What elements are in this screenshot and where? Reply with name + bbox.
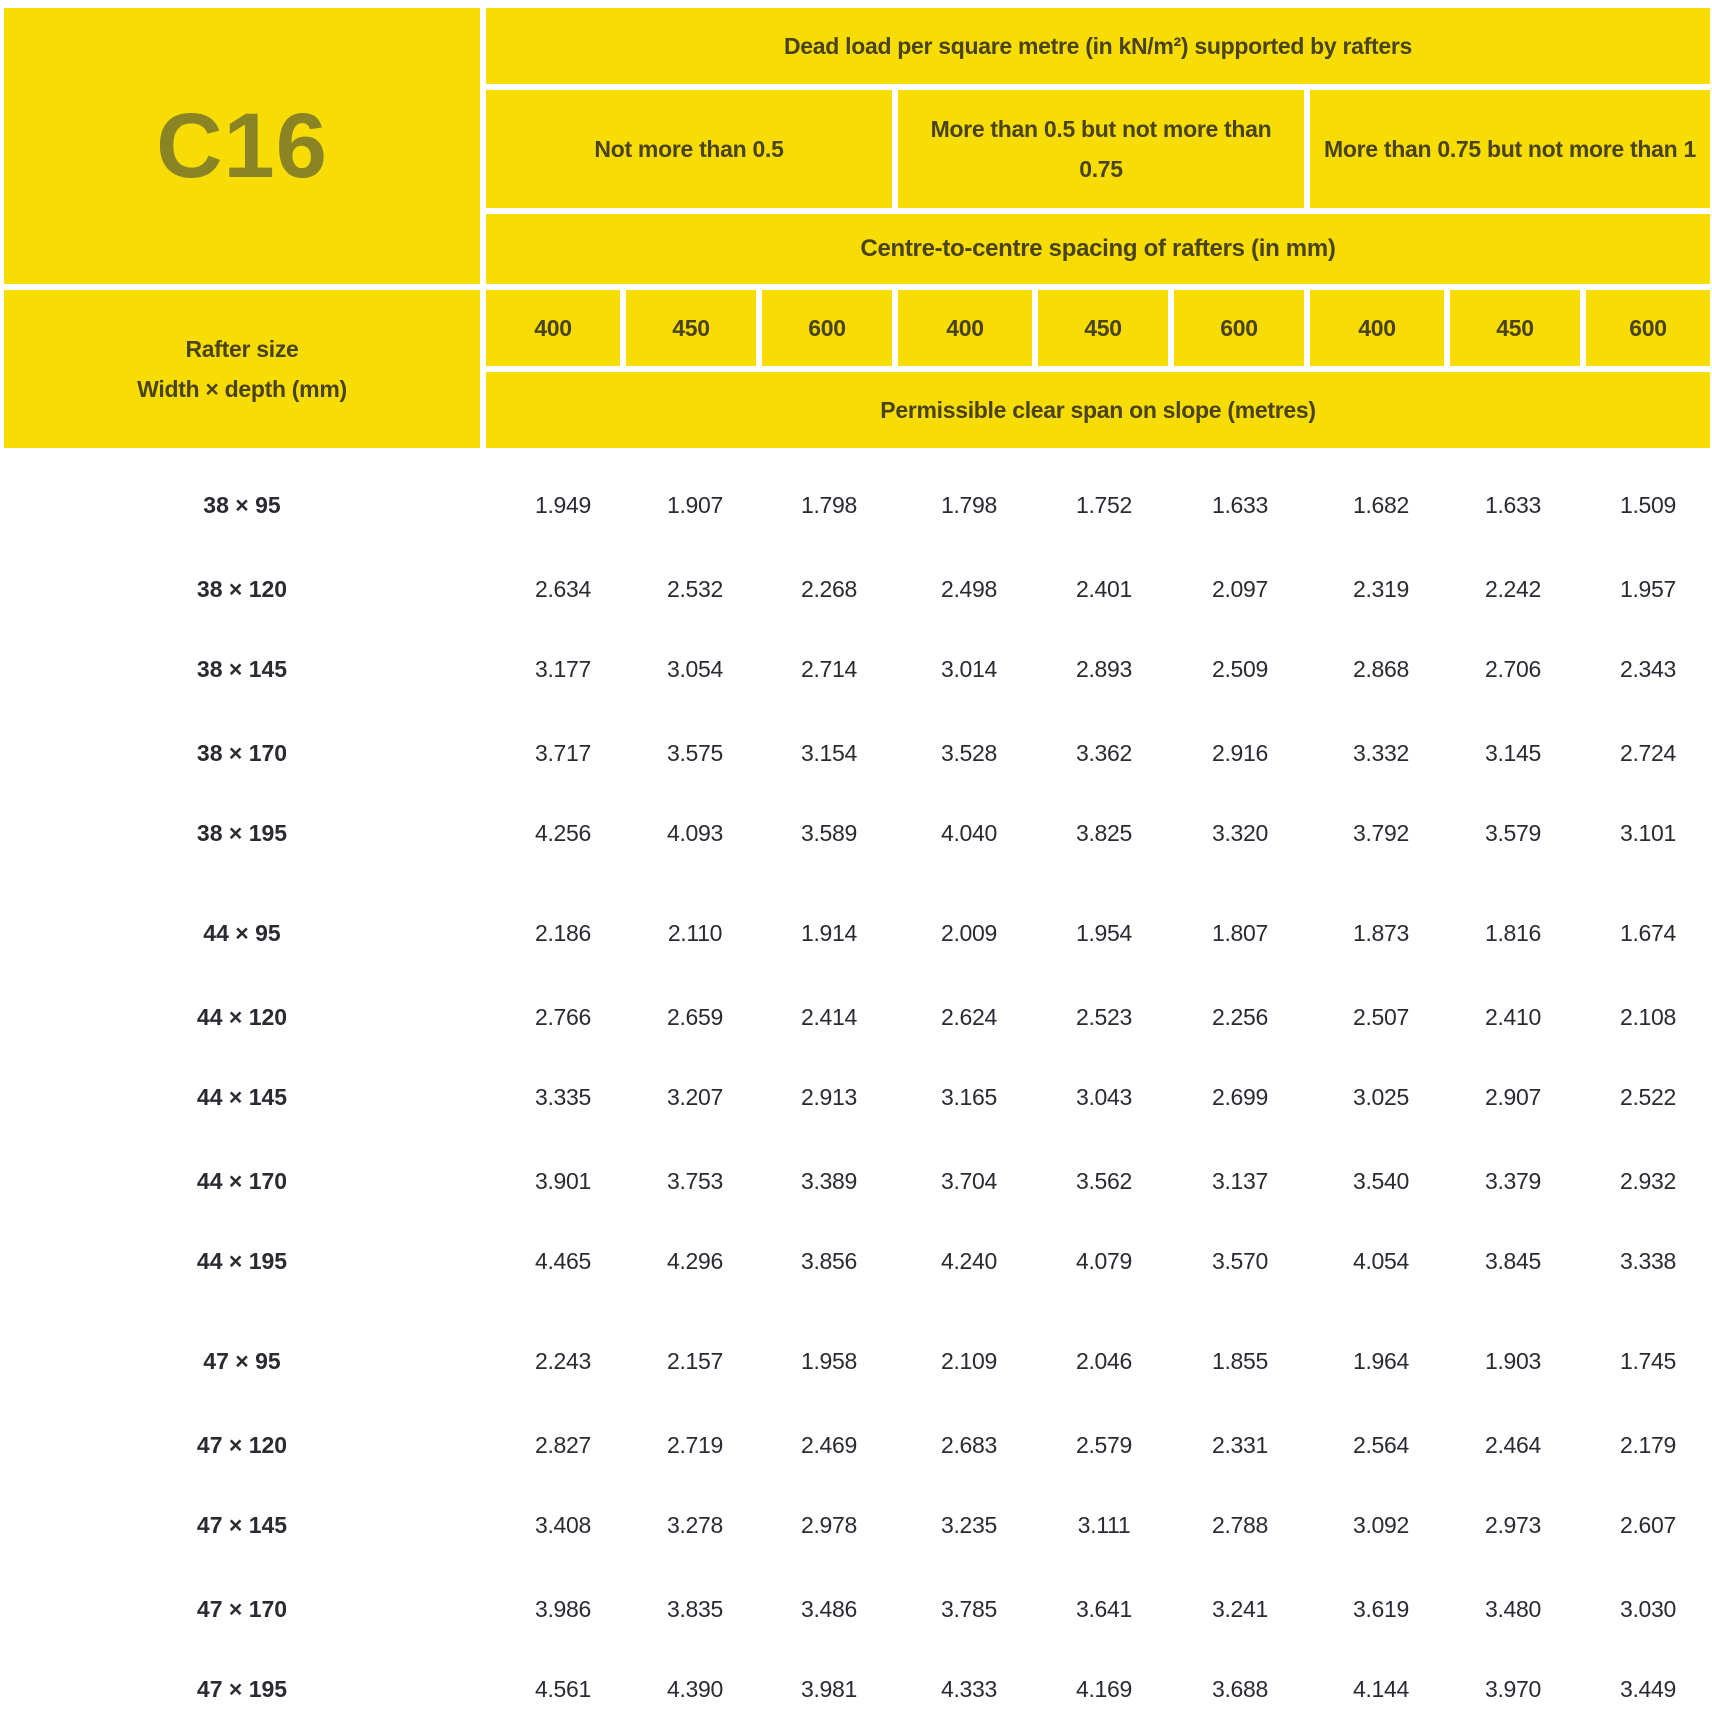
rafter-size: 47 × 145 bbox=[196, 1512, 288, 1538]
span-value: 3.753 bbox=[666, 1168, 724, 1194]
spacing-600-b: 600 bbox=[1174, 290, 1304, 366]
span-value: 3.379 bbox=[1484, 1168, 1542, 1194]
span-value: 3.165 bbox=[940, 1084, 998, 1110]
span-value: 2.579 bbox=[1075, 1432, 1133, 1458]
span-value: 1.903 bbox=[1484, 1348, 1542, 1374]
span-value: 2.401 bbox=[1075, 576, 1133, 602]
rafter-size: 47 × 170 bbox=[196, 1596, 288, 1622]
span-value: 3.856 bbox=[800, 1248, 858, 1274]
span-value: 1.798 bbox=[940, 492, 998, 518]
spacing-450-b: 450 bbox=[1038, 290, 1168, 366]
span-value: 3.389 bbox=[800, 1168, 858, 1194]
span-value: 2.110 bbox=[667, 920, 723, 946]
span-value: 2.683 bbox=[940, 1432, 998, 1458]
span-value: 2.659 bbox=[666, 1004, 724, 1030]
dead-load-title: Dead load per square metre (in kN/m²) supported by rafters bbox=[486, 8, 1710, 84]
span-value: 2.893 bbox=[1075, 656, 1133, 682]
spacing-400-a: 400 bbox=[486, 290, 620, 366]
span-value: 2.242 bbox=[1484, 576, 1542, 602]
rafter-span-table bbox=[4, 8, 1710, 1718]
span-value: 3.562 bbox=[1075, 1168, 1133, 1194]
span-value: 3.579 bbox=[1484, 820, 1542, 846]
span-value: 1.964 bbox=[1352, 1348, 1410, 1374]
span-value: 2.186 bbox=[534, 920, 592, 946]
span-value: 2.564 bbox=[1352, 1432, 1410, 1458]
rafter-size: 44 × 120 bbox=[196, 1004, 288, 1030]
rafter-size: 44 × 170 bbox=[196, 1168, 288, 1194]
span-value: 1.798 bbox=[800, 492, 858, 518]
span-value: 1.954 bbox=[1075, 920, 1133, 946]
span-value: 1.873 bbox=[1352, 920, 1410, 946]
span-value: 2.788 bbox=[1211, 1512, 1269, 1538]
span-value: 3.981 bbox=[800, 1676, 858, 1702]
span-value: 4.093 bbox=[666, 820, 724, 846]
spacing-400-c: 400 bbox=[1310, 290, 1444, 366]
span-value: 3.101 bbox=[1619, 820, 1677, 846]
span-value: 4.144 bbox=[1352, 1676, 1410, 1702]
span-value: 2.523 bbox=[1075, 1004, 1133, 1030]
span-value: 2.907 bbox=[1484, 1084, 1542, 1110]
rafter-size-label: Rafter size bbox=[185, 336, 299, 362]
span-value: 1.958 bbox=[800, 1348, 858, 1374]
span-value: 3.154 bbox=[800, 740, 858, 766]
rafter-size: 44 × 145 bbox=[196, 1084, 288, 1110]
span-value: 3.688 bbox=[1211, 1676, 1269, 1702]
rafter-size: 38 × 95 bbox=[203, 492, 281, 518]
span-value: 4.390 bbox=[666, 1676, 724, 1702]
span-value: 2.706 bbox=[1484, 656, 1542, 682]
span-value: 3.901 bbox=[534, 1168, 592, 1194]
span-value: 2.916 bbox=[1211, 740, 1269, 766]
span-value: 4.561 bbox=[534, 1676, 592, 1702]
load-group-2: More than 0.5 but not more than 0.75 bbox=[898, 90, 1304, 208]
span-value: 2.109 bbox=[940, 1348, 998, 1374]
rafter-size: 38 × 145 bbox=[196, 656, 288, 682]
span-value: 3.278 bbox=[666, 1512, 724, 1538]
span-value: 3.785 bbox=[940, 1596, 998, 1622]
span-value: 3.362 bbox=[1075, 740, 1133, 766]
span-value: 3.835 bbox=[666, 1596, 724, 1622]
spacing-600-c: 600 bbox=[1586, 290, 1710, 366]
span-value: 2.469 bbox=[800, 1432, 858, 1458]
rafter-size: 38 × 195 bbox=[196, 820, 288, 846]
span-value: 2.331 bbox=[1211, 1432, 1269, 1458]
span-value: 2.009 bbox=[940, 920, 998, 946]
span-value: 3.589 bbox=[800, 820, 858, 846]
grade-cell: C16 bbox=[4, 8, 480, 284]
span-value: 2.868 bbox=[1352, 656, 1410, 682]
span-value: 2.498 bbox=[940, 576, 998, 602]
span-value: 3.528 bbox=[940, 740, 998, 766]
span-value: 3.137 bbox=[1211, 1168, 1269, 1194]
span-value: 2.157 bbox=[666, 1348, 724, 1374]
span-value: 2.464 bbox=[1484, 1432, 1542, 1458]
span-value: 3.970 bbox=[1484, 1676, 1542, 1702]
span-value: 2.714 bbox=[800, 656, 858, 682]
span-value: 1.855 bbox=[1211, 1348, 1269, 1374]
span-value: 4.040 bbox=[940, 820, 998, 846]
span-value: 3.717 bbox=[534, 740, 592, 766]
rafter-size: 44 × 195 bbox=[196, 1248, 288, 1274]
span-value: 3.570 bbox=[1211, 1248, 1269, 1274]
rafter-size: 47 × 195 bbox=[196, 1676, 288, 1702]
rafter-size: 38 × 170 bbox=[196, 740, 288, 766]
span-value: 4.333 bbox=[940, 1676, 998, 1702]
span-value: 3.014 bbox=[940, 656, 998, 682]
span-value: 3.540 bbox=[1352, 1168, 1410, 1194]
span-value: 2.509 bbox=[1211, 656, 1269, 682]
span-value: 3.480 bbox=[1484, 1596, 1542, 1622]
span-value: 2.410 bbox=[1484, 1004, 1542, 1030]
span-value: 2.699 bbox=[1211, 1084, 1269, 1110]
span-value: 2.932 bbox=[1619, 1168, 1677, 1194]
span-value: 2.624 bbox=[940, 1004, 998, 1030]
span-value: 3.092 bbox=[1352, 1512, 1410, 1538]
rafter-size: 44 × 95 bbox=[203, 920, 281, 946]
span-value: 2.243 bbox=[534, 1348, 592, 1374]
span-value: 1.509 bbox=[1619, 492, 1677, 518]
span-value: 1.807 bbox=[1211, 920, 1269, 946]
load-group-3: More than 0.75 but not more than 1 bbox=[1310, 90, 1710, 208]
span-value: 2.507 bbox=[1352, 1004, 1410, 1030]
spacing-400-b: 400 bbox=[898, 290, 1032, 366]
span-value: 2.046 bbox=[1075, 1348, 1133, 1374]
rafter-size-header bbox=[4, 290, 480, 448]
span-value: 3.145 bbox=[1484, 740, 1542, 766]
span-value: 2.766 bbox=[534, 1004, 592, 1030]
span-title: Permissible clear span on slope (metres) bbox=[486, 372, 1710, 448]
span-value: 1.752 bbox=[1075, 492, 1133, 518]
span-value: 2.913 bbox=[800, 1084, 858, 1110]
span-value: 4.465 bbox=[534, 1248, 592, 1274]
span-value: 3.575 bbox=[666, 740, 724, 766]
span-value: 3.449 bbox=[1619, 1676, 1677, 1702]
span-value: 1.674 bbox=[1619, 920, 1677, 946]
span-value: 3.235 bbox=[940, 1512, 998, 1538]
spacing-450-a: 450 bbox=[626, 290, 756, 366]
span-value: 3.619 bbox=[1352, 1596, 1410, 1622]
span-value: 3.335 bbox=[534, 1084, 592, 1110]
span-value: 1.682 bbox=[1352, 492, 1410, 518]
span-value: 3.408 bbox=[534, 1512, 592, 1538]
span-value: 1.816 bbox=[1484, 920, 1542, 946]
span-value: 3.043 bbox=[1075, 1084, 1133, 1110]
span-value: 3.486 bbox=[800, 1596, 858, 1622]
span-value: 1.633 bbox=[1484, 492, 1542, 518]
span-value: 3.320 bbox=[1211, 820, 1269, 846]
span-value: 2.719 bbox=[666, 1432, 724, 1458]
span-value: 3.704 bbox=[940, 1168, 998, 1194]
span-value: 2.827 bbox=[534, 1432, 592, 1458]
span-value: 3.177 bbox=[534, 656, 592, 682]
spacing-600-a: 600 bbox=[762, 290, 892, 366]
span-value: 1.633 bbox=[1211, 492, 1269, 518]
spacing-title: Centre-to-centre spacing of rafters (in mm) bbox=[486, 214, 1710, 284]
span-value: 1.914 bbox=[800, 920, 858, 946]
span-value: 4.054 bbox=[1352, 1248, 1410, 1274]
span-value: 2.343 bbox=[1619, 656, 1677, 682]
span-value: 3.207 bbox=[666, 1084, 724, 1110]
rafter-size: 47 × 95 bbox=[203, 1348, 281, 1374]
span-value: 2.256 bbox=[1211, 1004, 1269, 1030]
load-group-1: Not more than 0.5 bbox=[486, 90, 892, 208]
rafter-size: 38 × 120 bbox=[196, 576, 288, 602]
span-value: 2.724 bbox=[1619, 740, 1677, 766]
span-value: 1.949 bbox=[534, 492, 592, 518]
span-value: 2.179 bbox=[1619, 1432, 1677, 1458]
span-value: 3.845 bbox=[1484, 1248, 1542, 1274]
span-value: 4.169 bbox=[1075, 1676, 1133, 1702]
rafter-size: 47 × 120 bbox=[196, 1432, 288, 1458]
span-value: 2.319 bbox=[1352, 576, 1410, 602]
span-value: 3.111 bbox=[1077, 1512, 1131, 1538]
spacing-450-c: 450 bbox=[1450, 290, 1580, 366]
span-value: 3.054 bbox=[666, 656, 724, 682]
span-value: 4.296 bbox=[666, 1248, 724, 1274]
span-value: 3.241 bbox=[1211, 1596, 1269, 1622]
span-value: 2.607 bbox=[1619, 1512, 1677, 1538]
span-value: 2.634 bbox=[534, 576, 592, 602]
span-value: 3.030 bbox=[1619, 1596, 1677, 1622]
span-value: 4.256 bbox=[534, 820, 592, 846]
span-value: 2.978 bbox=[800, 1512, 858, 1538]
span-value: 3.025 bbox=[1352, 1084, 1410, 1110]
span-value: 3.792 bbox=[1352, 820, 1410, 846]
span-value: 1.957 bbox=[1619, 576, 1677, 602]
span-value: 2.414 bbox=[800, 1004, 858, 1030]
span-value: 2.532 bbox=[666, 576, 724, 602]
span-value: 1.745 bbox=[1619, 1348, 1677, 1374]
span-value: 2.268 bbox=[800, 576, 858, 602]
span-value: 3.338 bbox=[1619, 1248, 1677, 1274]
span-value: 2.973 bbox=[1484, 1512, 1542, 1538]
span-value: 2.522 bbox=[1619, 1084, 1677, 1110]
span-value: 3.825 bbox=[1075, 820, 1133, 846]
span-value: 2.108 bbox=[1619, 1004, 1677, 1030]
span-value: 2.097 bbox=[1211, 576, 1269, 602]
span-value: 3.641 bbox=[1075, 1596, 1133, 1622]
span-value: 1.907 bbox=[666, 492, 724, 518]
span-value: 3.986 bbox=[534, 1596, 592, 1622]
rafter-dims-label: Width × depth (mm) bbox=[137, 376, 347, 402]
span-value: 4.079 bbox=[1075, 1248, 1133, 1274]
span-value: 4.240 bbox=[940, 1248, 998, 1274]
span-value: 3.332 bbox=[1352, 740, 1410, 766]
